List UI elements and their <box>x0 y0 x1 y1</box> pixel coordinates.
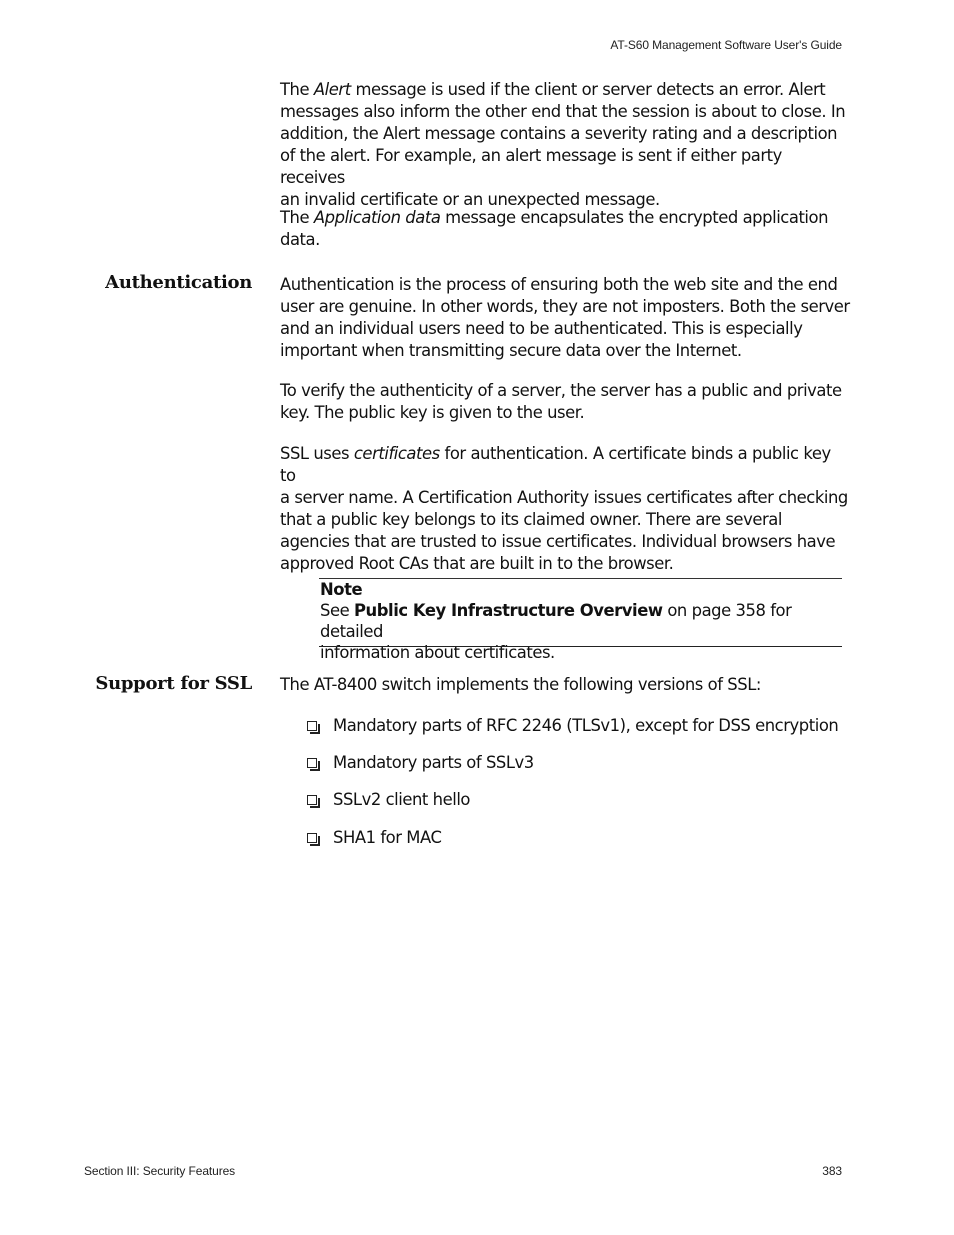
checkbox-bullet-icon <box>307 795 317 805</box>
support-ssl-heading: Support for SSL <box>95 673 252 694</box>
checkbox-bullet-icon <box>307 721 317 731</box>
checkbox-bullet-icon <box>307 833 317 843</box>
support-ssl-intro: The AT-8400 switch implements the following versions of SSL: <box>280 675 761 694</box>
list-item <box>307 827 441 849</box>
running-header: AT-S60 Management Software User's Guide <box>610 38 842 52</box>
alert-term: Alert <box>313 80 351 99</box>
list-item-text: SSLv2 client hello <box>333 790 471 809</box>
auth-p3-line-3: that a public key belongs to its claimed owner. There are several <box>280 510 782 529</box>
alert-line-4: of the alert. For example, an alert message is sent if either party receives <box>280 146 782 187</box>
auth-p3-line-1: SSL uses certificates for authentication. A certificate binds a public key to <box>280 444 831 485</box>
list-item-text: Mandatory parts of SSLv3 <box>333 753 534 772</box>
auth-paragraph-3 <box>280 443 850 575</box>
list-item <box>307 752 534 774</box>
certificates-term: certificates <box>353 444 440 463</box>
auth-p1-line-2: user are genuine. In other words, they are not imposters. Both the server <box>280 297 850 316</box>
note-label: Note <box>320 580 363 599</box>
auth-p1-line-4: important when transmitting secure data over the Internet. <box>280 341 742 360</box>
appdata-line-2: data. <box>280 230 320 249</box>
page-number: 383 <box>822 1164 842 1178</box>
auth-p3-line-5: approved Root CAs that are built in to the browser. <box>280 554 674 573</box>
alert-line-1: The Alert message is used if the client or server detects an error. Alert <box>280 80 826 99</box>
note-link[interactable]: Public Key Infrastructure Overview <box>353 601 663 620</box>
auth-p3-line-2: a server name. A Certification Authority issues certificates after checking <box>280 488 848 507</box>
alert-line-3: addition, the Alert message contains a severity rating and a description <box>280 124 838 143</box>
alert-paragraph <box>280 79 850 211</box>
list-item <box>307 715 838 737</box>
alert-line-5: an invalid certificate or an unexpected message. <box>280 190 660 209</box>
appdata-paragraph <box>280 207 850 251</box>
auth-p3-line-4: agencies that are trusted to issue certificates. Individual browsers have <box>280 532 836 551</box>
auth-p1-line-3: and an individual users need to be authenticated. This is especially <box>280 319 803 338</box>
appdata-term: Application data <box>313 208 441 227</box>
list-item <box>307 789 470 811</box>
note-bottom-rule <box>319 646 842 647</box>
appdata-line-1: The Application data message encapsulates the encrypted application <box>280 208 829 227</box>
note-block <box>320 579 850 663</box>
auth-p2-line-1: To verify the authenticity of a server, the server has a public and private <box>280 381 842 400</box>
note-line-1: See Public Key Infrastructure Overview on page 358 for detailed <box>320 601 792 641</box>
auth-p1-line-1: Authentication is the process of ensuring both the web site and the end <box>280 275 838 294</box>
auth-paragraph-2 <box>280 380 850 424</box>
footer-section: Section III: Security Features <box>84 1164 236 1178</box>
note-line-2: information about certificates. <box>320 643 555 662</box>
alert-line-2: messages also inform the other end that the session is about to close. In <box>280 102 846 121</box>
auth-p2-line-2: key. The public key is given to the user. <box>280 403 585 422</box>
list-item-text: Mandatory parts of RFC 2246 (TLSv1), except for DSS encryption <box>333 716 839 735</box>
authentication-heading: Authentication <box>105 272 252 293</box>
auth-paragraph-1 <box>280 274 850 362</box>
list-item-text: SHA1 for MAC <box>333 828 442 847</box>
checkbox-bullet-icon <box>307 758 317 768</box>
